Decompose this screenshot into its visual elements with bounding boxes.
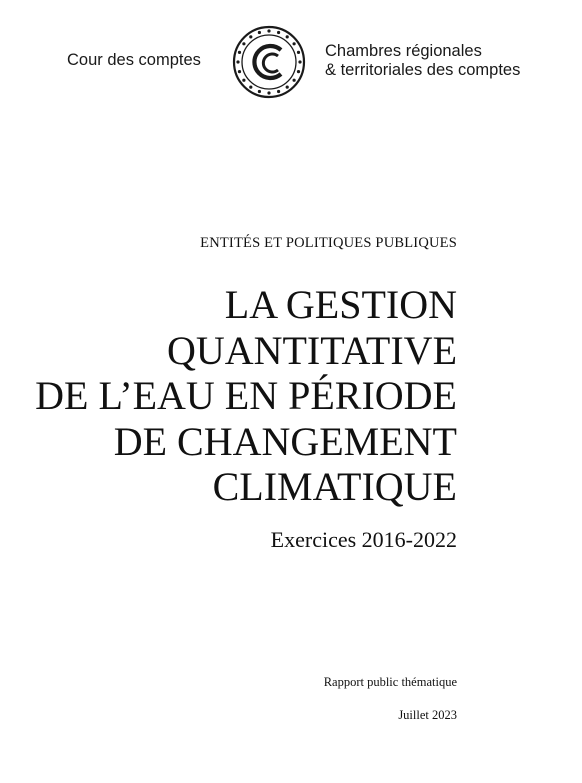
- title-line: QUANTITATIVE: [166, 327, 457, 373]
- report-title: [35, 282, 457, 510]
- report-type: Rapport public thématique: [323, 675, 457, 689]
- title-line: CLIMATIQUE: [212, 464, 457, 509]
- header-left-org: Cour des comptes: [67, 51, 201, 69]
- report-category: ENTITÉS ET POLITIQUES PUBLIQUES: [200, 235, 457, 251]
- header-right-org: [325, 42, 520, 80]
- title-line: DE CHANGEMENT: [113, 418, 457, 464]
- header-right-line1: Chambres régionales: [325, 42, 482, 60]
- header-right-line2: & territoriales des comptes: [325, 61, 521, 79]
- cour-des-comptes-seal-icon: [232, 25, 306, 99]
- report-subtitle: Exercices 2016-2022: [270, 527, 457, 552]
- report-date: Juillet 2023: [398, 708, 457, 722]
- title-line: DE L’EAU EN PÉRIODE: [35, 373, 457, 418]
- title-line: LA GESTION: [224, 282, 457, 327]
